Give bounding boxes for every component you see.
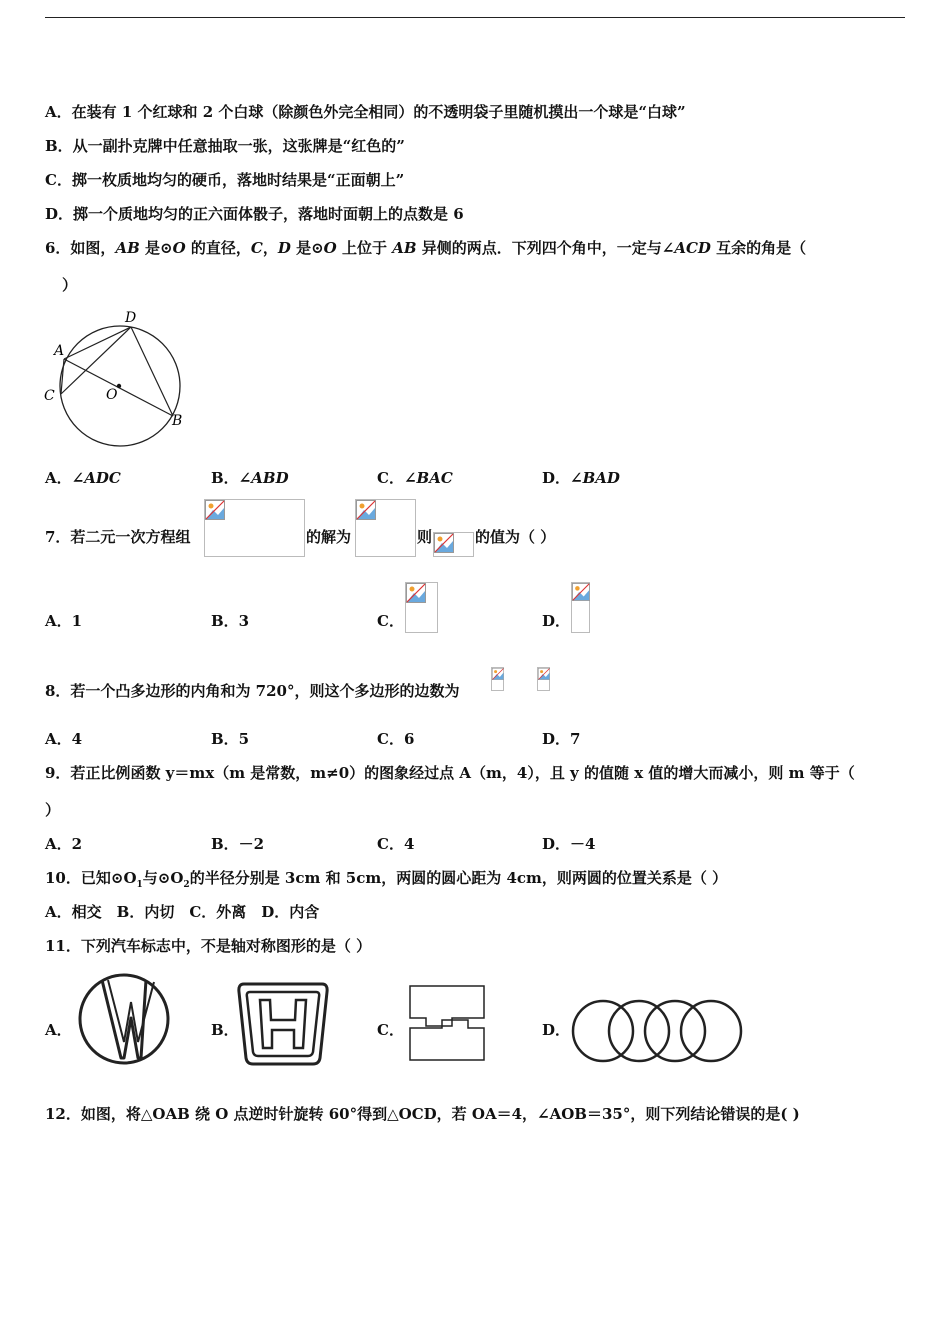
honda-logo — [236, 980, 330, 1066]
q9-option-c: C．4 — [377, 835, 415, 853]
q12-stem: 12．如图，将△OAB 绕 O 点逆时针旋转 60°得到△OCD，若 OA＝4，∠AOB＝35°，则下列结论错误的是( ) — [45, 1105, 800, 1123]
segment-db — [131, 327, 173, 416]
q6-stem: 6．如图，AB 是⊙O 的直径，C，D 是⊙O 上位于 AB 异侧的两点．下列四个角中，一定与∠ACD 互余的角是（ — [45, 239, 807, 257]
broken-image-icon — [492, 668, 504, 680]
q6-option-b: B．∠ABD — [211, 469, 289, 487]
q6-circle-figure — [40, 306, 200, 456]
q7-text-3: 则 — [417, 528, 433, 546]
broken-image-icon — [434, 533, 454, 553]
label-o: O — [106, 387, 118, 403]
q7-equation-system-image — [204, 499, 305, 557]
q7-expression-image — [433, 532, 474, 557]
broken-image-icon — [205, 500, 225, 520]
q6-option-c: C．∠BAC — [377, 469, 453, 487]
q5-option-d: D．掷一个质地均匀的正六面体骰子，落地时面朝上的点数是 6 — [45, 205, 464, 223]
q9-close-paren: ） — [45, 801, 61, 819]
q7-option-d-image — [571, 582, 590, 633]
q8-inline-image-2 — [537, 667, 550, 691]
q7-solution-image — [355, 499, 416, 557]
q9-option-a: A．2 — [45, 835, 83, 853]
q7-text-4: 的值为（ ） — [475, 528, 556, 546]
broken-image-icon — [572, 583, 590, 601]
q9-stem: 9．若正比例函数 y＝mx（m 是常数，m≠0）的图象经过点 A（m，4），且 y 的值随 x 值的增大而减小，则 m 等于（ — [45, 764, 855, 782]
q6-option-a: A．∠ADC — [45, 469, 121, 487]
q8-option-a: A．4 — [45, 730, 83, 748]
broken-image-icon — [356, 500, 376, 520]
q7-option-c: C． — [377, 612, 404, 630]
q5-option-c: C．掷一枚质地均匀的硬币，落地时结果是“正面朝上” — [45, 171, 405, 189]
q8-stem: 8．若一个凸多边形的内角和为 720°，则这个多边形的边数为 — [45, 682, 460, 700]
broken-image-icon — [406, 583, 426, 603]
q11-option-c: C． — [377, 1021, 404, 1039]
broken-image-icon — [538, 668, 550, 680]
q10-stem: 10．已知$⊙O_1$与$⊙O_2$的半径分别是 3cm 和 5cm，两圆的圆心距为 4cm，则两圆的位置关系是（ ） — [45, 869, 728, 890]
q5-option-b: B．从一副扑克牌中任意抽取一张，这张牌是“红色的” — [45, 137, 405, 155]
segment-ac — [61, 359, 64, 394]
q9-option-d: D．－4 — [542, 835, 596, 853]
q7-text-2: 的解为 — [306, 528, 352, 546]
q8-option-d: D．7 — [542, 730, 581, 748]
q8-inline-image-1 — [491, 667, 504, 691]
q7-option-c-image — [405, 582, 438, 633]
q11-stem: 11．下列汽车标志中，不是轴对称图形的是（ ） — [45, 937, 372, 955]
suzuki-logo — [406, 982, 488, 1062]
label-a: A — [54, 343, 65, 359]
q6-close-paren: ） — [62, 276, 78, 294]
label-d: D — [125, 310, 137, 326]
q5-option-a: A．在装有 1 个红球和 2 个白球（除颜色外完全相同）的不透明袋子里随机摸出一个球是“白球” — [45, 103, 686, 121]
segment-ad — [64, 327, 131, 359]
q8-option-b: B．5 — [211, 730, 250, 748]
q7-option-a: A．1 — [45, 612, 83, 630]
label-b: B — [172, 413, 183, 429]
q11-option-d: D． — [542, 1021, 571, 1039]
q7-option-d: D． — [542, 612, 571, 630]
volkswagen-logo — [74, 972, 174, 1066]
q8-option-c: C．6 — [377, 730, 415, 748]
q11-option-b: B． — [211, 1021, 239, 1039]
audi-logo — [568, 996, 748, 1066]
segment-cd — [61, 327, 131, 394]
q7-text-1: 7．若二元一次方程组 — [45, 528, 191, 546]
q6-option-d: D．∠BAD — [542, 469, 620, 487]
label-c: C — [44, 388, 55, 404]
q11-option-a: A． — [45, 1021, 72, 1039]
q10-options: A．相交 B．内切 C．外离 D．内含 — [45, 903, 320, 921]
q7-option-b: B．3 — [211, 612, 250, 630]
q9-option-b: B．－2 — [211, 835, 265, 853]
header-rule — [45, 17, 905, 18]
